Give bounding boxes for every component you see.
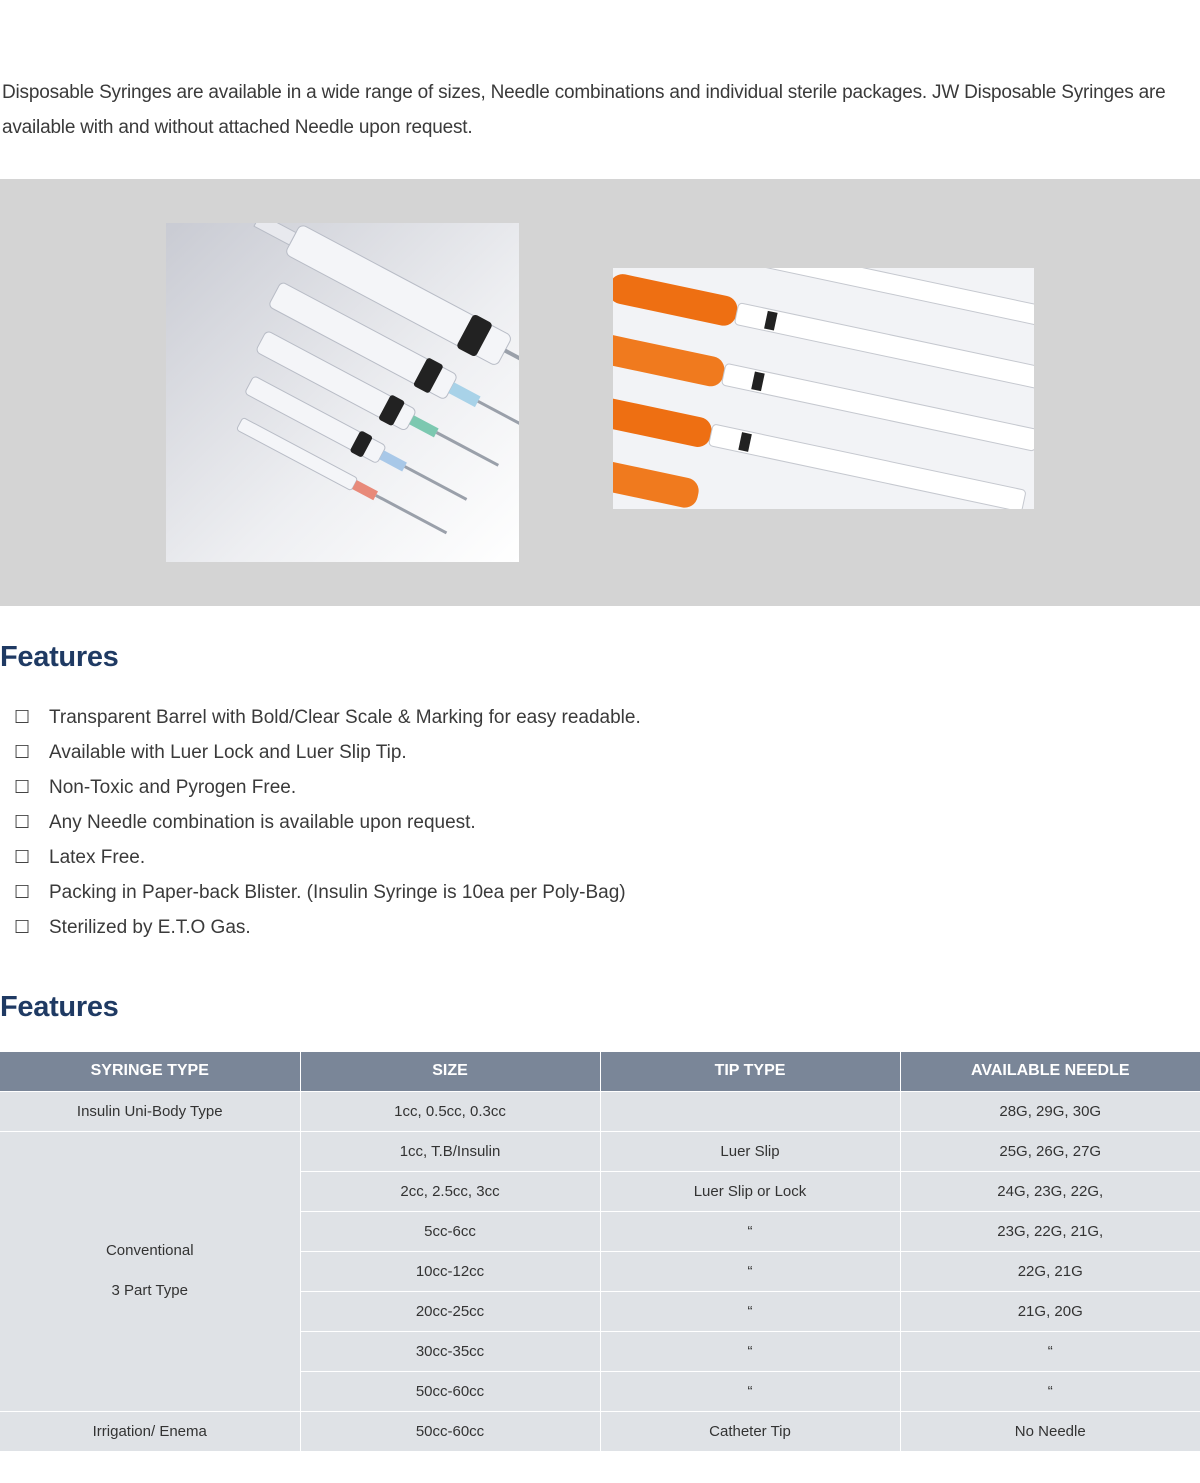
- size-cell: 2cc, 2.5cc, 3cc: [300, 1171, 600, 1211]
- checkbox-icon: ☐: [14, 917, 31, 937]
- insulin-syringes-photo: [613, 268, 1034, 509]
- checkbox-icon: ☐: [14, 847, 31, 867]
- syringe-type-line: Conventional: [105, 1242, 194, 1259]
- checkbox-icon: ☐: [14, 882, 31, 902]
- needle-cell: 23G, 22G, 21G,: [900, 1211, 1200, 1251]
- syringe-type-cell: Insulin Uni-Body Type: [0, 1091, 300, 1131]
- header-size: SIZE: [300, 1052, 600, 1091]
- tip-cell: Luer Slip: [600, 1131, 900, 1171]
- size-cell: 1cc, T.B/Insulin: [300, 1131, 600, 1171]
- checkbox-icon: ☐: [14, 742, 31, 762]
- feature-item: [14, 805, 641, 840]
- feature-item: [14, 700, 641, 735]
- features-heading: Features: [0, 641, 119, 673]
- features-list: [14, 700, 641, 945]
- tip-cell: [600, 1091, 900, 1131]
- syringe-type-cell: Irrigation/ Enema: [0, 1411, 300, 1451]
- syringe-type-cell: [0, 1131, 300, 1411]
- feature-item: [14, 735, 641, 770]
- size-cell: 5cc-6cc: [300, 1211, 600, 1251]
- size-cell: 50cc-60cc: [300, 1411, 600, 1451]
- needle-cell: No Needle: [900, 1411, 1200, 1451]
- needle-cell: 21G, 20G: [900, 1291, 1200, 1331]
- syringe-spec-table: [0, 1052, 1200, 1451]
- size-cell: 10cc-12cc: [300, 1251, 600, 1291]
- checkbox-icon: ☐: [14, 707, 31, 727]
- table-row: [0, 1411, 1200, 1451]
- feature-text: Transparent Barrel with Bold/Clear Scale & Marking for easy readable.: [49, 706, 641, 728]
- needle-cell: 25G, 26G, 27G: [900, 1131, 1200, 1171]
- table-row: [0, 1131, 1200, 1171]
- feature-item: [14, 875, 641, 910]
- size-cell: 1cc, 0.5cc, 0.3cc: [300, 1091, 600, 1131]
- needle-cell: 22G, 21G: [900, 1251, 1200, 1291]
- size-cell: 30cc-35cc: [300, 1331, 600, 1371]
- feature-item: [14, 840, 641, 875]
- spec-table-heading: Features: [0, 991, 119, 1023]
- intro-paragraph: Disposable Syringes are available in a wide range of sizes, Needle combinations and individual sterile packages. JW Disposable Syringes are available with and without attached Needle upon request.: [2, 82, 1166, 138]
- tip-cell: “: [600, 1251, 900, 1291]
- tip-cell: “: [600, 1371, 900, 1411]
- size-cell: 50cc-60cc: [300, 1371, 600, 1411]
- header-available-needle: AVAILABLE NEEDLE: [900, 1052, 1200, 1091]
- tip-cell: “: [600, 1291, 900, 1331]
- feature-text: Available with Luer Lock and Luer Slip Tip.: [49, 741, 407, 763]
- feature-text: Non-Toxic and Pyrogen Free.: [49, 776, 297, 798]
- table-header-row: [0, 1052, 1200, 1091]
- feature-text: Packing in Paper-back Blister. (Insulin Syringe is 10ea per Poly-Bag): [49, 881, 626, 903]
- tip-cell: Catheter Tip: [600, 1411, 900, 1451]
- needle-cell: “: [900, 1371, 1200, 1411]
- feature-text: Sterilized by E.T.O Gas.: [49, 916, 251, 938]
- feature-item: [14, 910, 641, 945]
- conventional-syringes-photo: [166, 223, 519, 562]
- table-row: [0, 1091, 1200, 1131]
- feature-text: Any Needle combination is available upon request.: [49, 811, 476, 833]
- tip-cell: Luer Slip or Lock: [600, 1171, 900, 1211]
- checkbox-icon: ☐: [14, 777, 31, 797]
- needle-cell: 24G, 23G, 22G,: [900, 1171, 1200, 1211]
- feature-text: Latex Free.: [49, 846, 146, 868]
- header-tip-type: TIP TYPE: [600, 1052, 900, 1091]
- syringe-type-line: 3 Part Type: [111, 1282, 188, 1299]
- size-cell: 20cc-25cc: [300, 1291, 600, 1331]
- checkbox-icon: ☐: [14, 812, 31, 832]
- tip-cell: “: [600, 1331, 900, 1371]
- needle-cell: “: [900, 1331, 1200, 1371]
- needle-cell: 28G, 29G, 30G: [900, 1091, 1200, 1131]
- tip-cell: “: [600, 1211, 900, 1251]
- product-gallery: [0, 179, 1200, 606]
- feature-item: [14, 770, 641, 805]
- header-syringe-type: SYRINGE TYPE: [0, 1052, 300, 1091]
